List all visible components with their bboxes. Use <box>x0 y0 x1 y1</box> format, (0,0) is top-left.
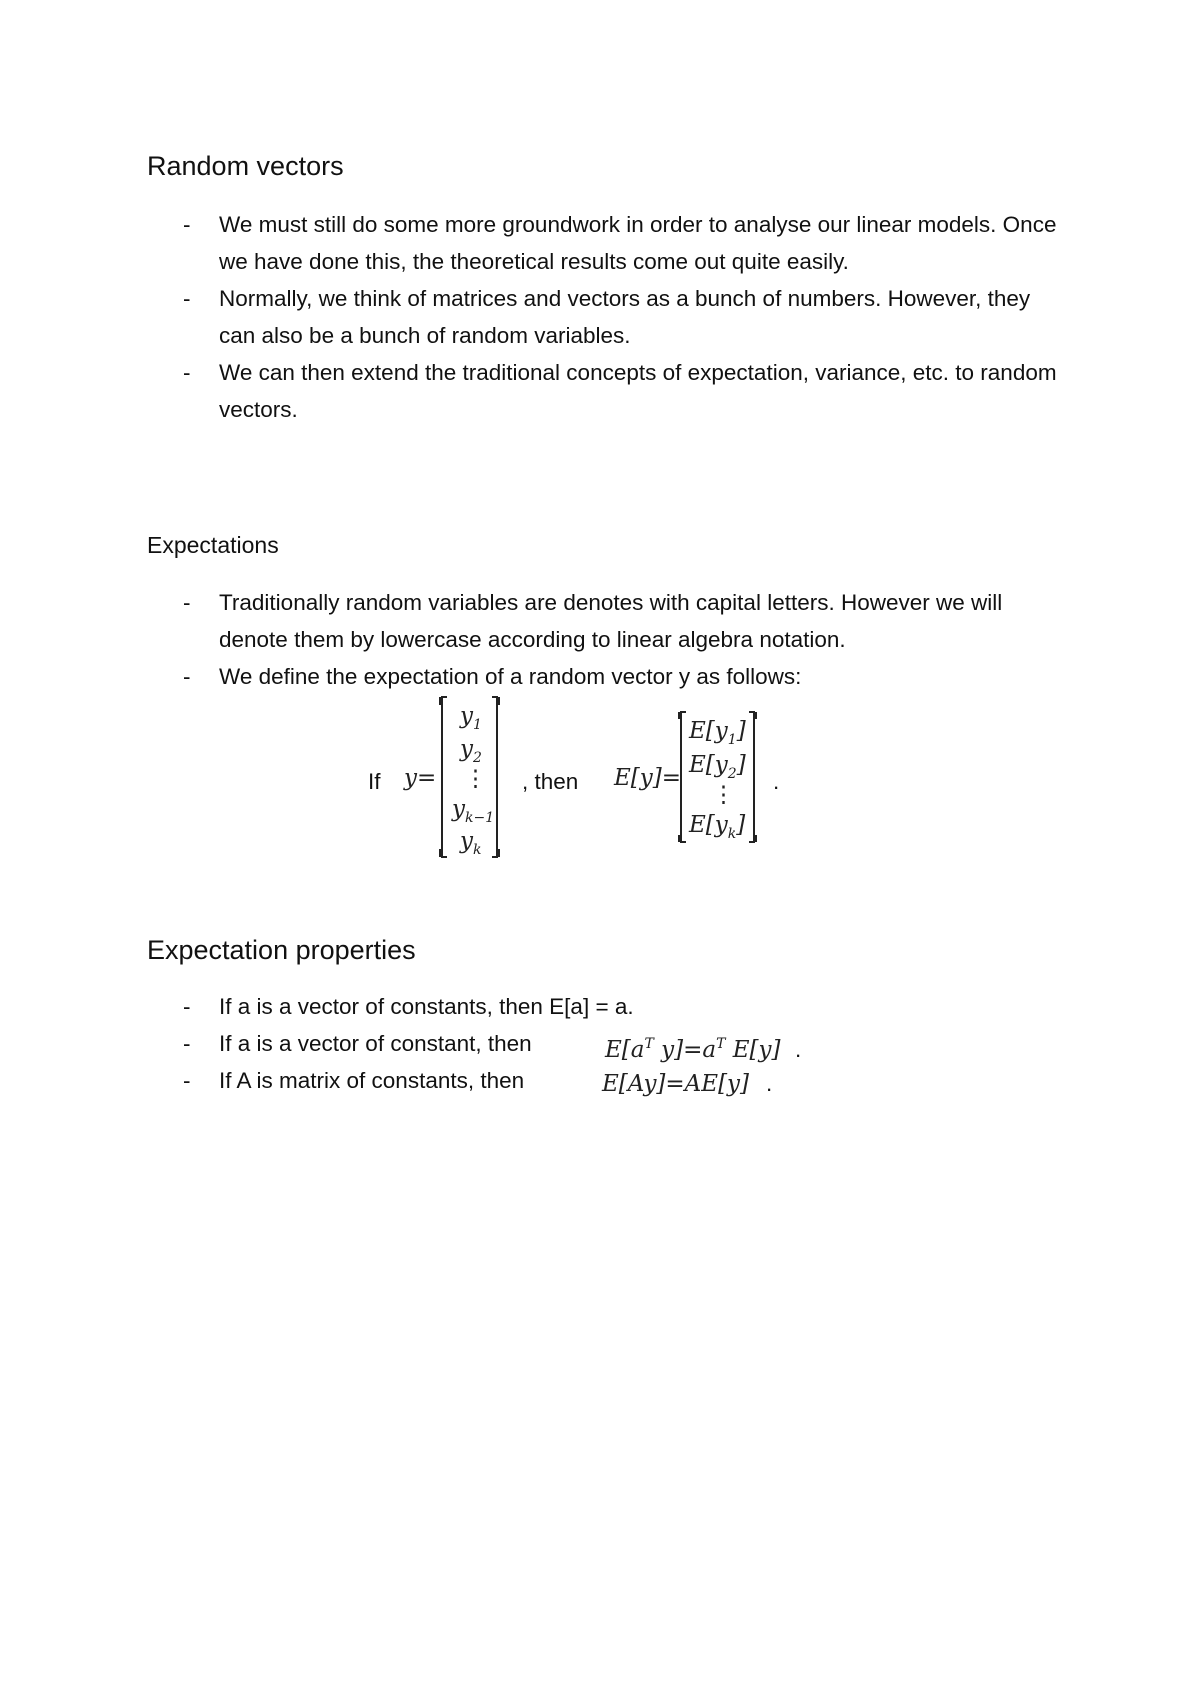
list-item: - Normally, we think of matrices and vectors as a bunch of numbers. However, they can also be a bunch of random variables. <box>147 280 1067 354</box>
bullet-dash: - <box>183 212 191 237</box>
list-item: - If A is matrix of constants, then <box>147 1062 1067 1099</box>
left-bracket-ey <box>680 712 686 842</box>
list-item: - We define the expectation of a random vector y as follows: <box>147 658 1067 695</box>
left-bracket-y <box>441 697 447 857</box>
expect-vdots: ⋮ <box>712 782 735 808</box>
vector-entry: $y_2$ <box>460 736 482 766</box>
list-item: - We must still do some more groundwork in order to analyse our linear models. Once we have done this, the theoretical results come out quite easily. <box>147 206 1067 280</box>
heading-expectation-properties: Expectation properties <box>147 935 416 965</box>
property-formula-2: $E[a^T$ $y]=a^T$ E[y] <box>605 1036 781 1063</box>
property-period-3: . <box>766 1071 773 1096</box>
bullet-dash: - <box>183 664 191 689</box>
vector-vdots: ⋮ <box>464 766 487 792</box>
list-item: - We can then extend the traditional concepts of expectation, variance, etc. to random vectors. <box>147 354 1067 428</box>
bullet-dash: - <box>183 286 191 311</box>
expectation-properties-list <box>147 988 1067 1099</box>
bullet-dash: - <box>183 590 191 615</box>
expect-entry: $E[y_1]$ <box>689 718 746 748</box>
formula-lhs: y= <box>404 765 437 791</box>
heading-random-vectors: Random vectors <box>147 151 344 181</box>
bullet-dash: - <box>183 1031 191 1056</box>
heading-expectations: Expectations <box>147 532 279 558</box>
formula-then-label: , then <box>522 769 579 794</box>
right-bracket-y <box>492 697 498 857</box>
list-item: - Traditionally random variables are denotes with capital letters. However we will denote them by lowercase according to linear algebra notation. <box>147 584 1067 658</box>
expect-entry: $E[y_k]$ <box>689 812 746 842</box>
list-item: - If a is a vector of constants, then E[a] = a. <box>147 988 1067 1025</box>
formula-expect-lhs: E[y]= <box>614 765 682 791</box>
bullet-dash: - <box>183 994 191 1019</box>
right-bracket-ey <box>749 712 755 842</box>
property-period-2: . <box>795 1037 802 1062</box>
bullet-dash: - <box>183 360 191 385</box>
vector-entry: $y_{k-1}$ <box>452 796 495 826</box>
vector-entry: $y_1$ <box>460 703 482 733</box>
list-item: - If a is a vector of constant, then <box>147 1025 1067 1062</box>
expect-entry: $E[y_2]$ <box>689 752 746 782</box>
bullet-dash: - <box>183 1068 191 1093</box>
vector-entry: $y_k$ <box>460 828 482 858</box>
formula-if-label: If <box>368 769 381 794</box>
formula-period: . <box>773 769 780 794</box>
property-formula-3: E[Ay]=AE[y] <box>602 1071 750 1097</box>
